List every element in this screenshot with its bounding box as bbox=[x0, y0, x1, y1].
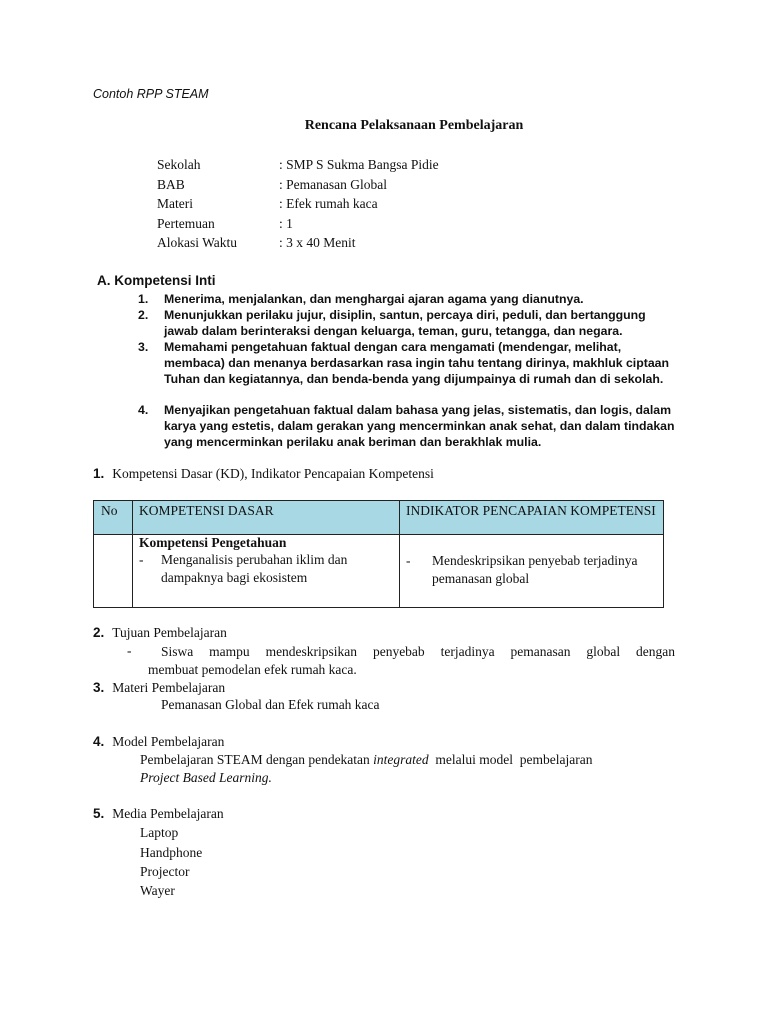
meta-label: Alokasi Waktu bbox=[157, 235, 238, 250]
section-title: Tujuan Pembelajaran bbox=[112, 625, 227, 640]
section-number: 1. bbox=[93, 466, 105, 481]
model-line-1 bbox=[140, 752, 593, 768]
section-title: Materi Pembelajaran bbox=[112, 680, 226, 695]
table-header-row bbox=[94, 501, 664, 535]
meta-value: : Efek rumah kaca bbox=[279, 196, 378, 211]
section-number: 4. bbox=[93, 734, 105, 749]
tujuan-text bbox=[148, 643, 675, 679]
section-number: 3. bbox=[93, 680, 105, 695]
list-item-text: Menunjukkan perilaku jujur, disiplin, santun, percaya diri, peduli, dan bertanggung jawab dalam berinteraksi dengan keluarga, teman, guru, tetangga, dan negara. bbox=[164, 308, 646, 338]
table-row bbox=[94, 535, 664, 608]
bullet-dash: - bbox=[127, 643, 132, 658]
list-item-number: 3. bbox=[138, 340, 149, 354]
media-item-projector: Projector bbox=[140, 864, 190, 879]
model-line-2: Project Based Learning. bbox=[140, 770, 272, 785]
section-title: Media Pembelajaran bbox=[112, 806, 224, 821]
meta-value: : Pemanasan Global bbox=[279, 177, 387, 192]
materi-content: Pemanasan Global dan Efek rumah kaca bbox=[161, 697, 380, 712]
media-item-wayer: Wayer bbox=[140, 883, 175, 898]
list-item-text: Menerima, menjalankan, dan menghargai ajaran agama yang dianutnya. bbox=[164, 292, 584, 306]
table-cell-ipk bbox=[400, 535, 664, 608]
section-number: 5. bbox=[93, 806, 105, 821]
meta-label: Sekolah bbox=[157, 157, 201, 172]
table-header-kd: KOMPETENSI DASAR bbox=[133, 501, 400, 535]
list-item-number: 1. bbox=[138, 292, 149, 306]
section-4-heading bbox=[93, 734, 224, 750]
media-item-handphone: Handphone bbox=[140, 845, 203, 860]
document-title: Rencana Pelaksanaan Pembelajaran bbox=[304, 118, 524, 133]
tujuan-line-1: Siswa mampu mendeskripsikan penyebab terjadinya pemanasan global dengan bbox=[161, 644, 675, 659]
bullet-dash: - bbox=[406, 553, 411, 568]
table-header-no: No bbox=[94, 501, 133, 535]
section-title: Kompetensi Dasar (KD), Indikator Pencapaian Kompetensi bbox=[112, 466, 434, 481]
ipk-item bbox=[400, 552, 663, 588]
section-1-heading bbox=[93, 466, 434, 482]
kd-item bbox=[133, 551, 399, 587]
list-item-text: Menyajikan pengetahuan faktual dalam bahasa yang jelas, sistematis, dan logis, dalam karya yang estetis, dalam gerakan yang mencerminkan anak sehat, dan dalam tindakan yang mencerminkan perilaku anak beriman dan berakhlak mulia. bbox=[164, 403, 675, 449]
section-title: Model Pembelajaran bbox=[112, 734, 225, 749]
meta-label: Pertemuan bbox=[157, 216, 215, 231]
ipk-item-text: Mendeskripsikan penyebab terjadinya pemanasan global bbox=[432, 553, 638, 586]
meta-value: : SMP S Sukma Bangsa Pidie bbox=[279, 157, 439, 172]
meta-label: Materi bbox=[157, 196, 193, 211]
model-text: melalui model pembelajaran bbox=[428, 752, 593, 767]
kd-subheading: Kompetensi Pengetahuan bbox=[139, 535, 287, 550]
table-header-ipk: INDIKATOR PENCAPAIAN KOMPETENSI bbox=[400, 501, 664, 535]
meta-value: : 1 bbox=[279, 216, 293, 231]
bullet-dash: - bbox=[139, 552, 144, 567]
tujuan-line-2: membuat pemodelan efek rumah kaca. bbox=[148, 662, 357, 677]
section-2-heading bbox=[93, 625, 227, 641]
meta-label: BAB bbox=[157, 177, 185, 192]
header-note: Contoh RPP STEAM bbox=[93, 87, 209, 101]
list-item-text: Memahami pengetahuan faktual dengan cara mengamati (mendengar, melihat, membaca) dan menanya berdasarkan rasa ingin tahu tentang dirinya, makhluk ciptaan Tuhan dan kegiatannya, dan benda-benda yang dijumpainya di rumah dan di sekolah. bbox=[164, 340, 670, 386]
kd-item-text: Menganalisis perubahan iklim dan dampaknya bagi ekosistem bbox=[161, 552, 348, 585]
table-cell-no bbox=[94, 535, 133, 608]
list-item-number: 4. bbox=[138, 403, 149, 417]
model-text: Pembelajaran STEAM dengan pendekatan bbox=[140, 752, 374, 767]
section-number: 2. bbox=[93, 625, 105, 640]
model-text-italic: integrated bbox=[373, 752, 429, 767]
section-3-heading bbox=[93, 680, 225, 696]
table-cell-kd bbox=[133, 535, 400, 608]
media-item-laptop: Laptop bbox=[140, 825, 179, 840]
kompetensi-dasar-table bbox=[93, 500, 664, 608]
section-5-heading bbox=[93, 806, 224, 822]
meta-value: : 3 x 40 Menit bbox=[279, 235, 356, 250]
section-a-heading: A. Kompetensi Inti bbox=[97, 273, 216, 288]
list-item-number: 2. bbox=[138, 308, 149, 322]
